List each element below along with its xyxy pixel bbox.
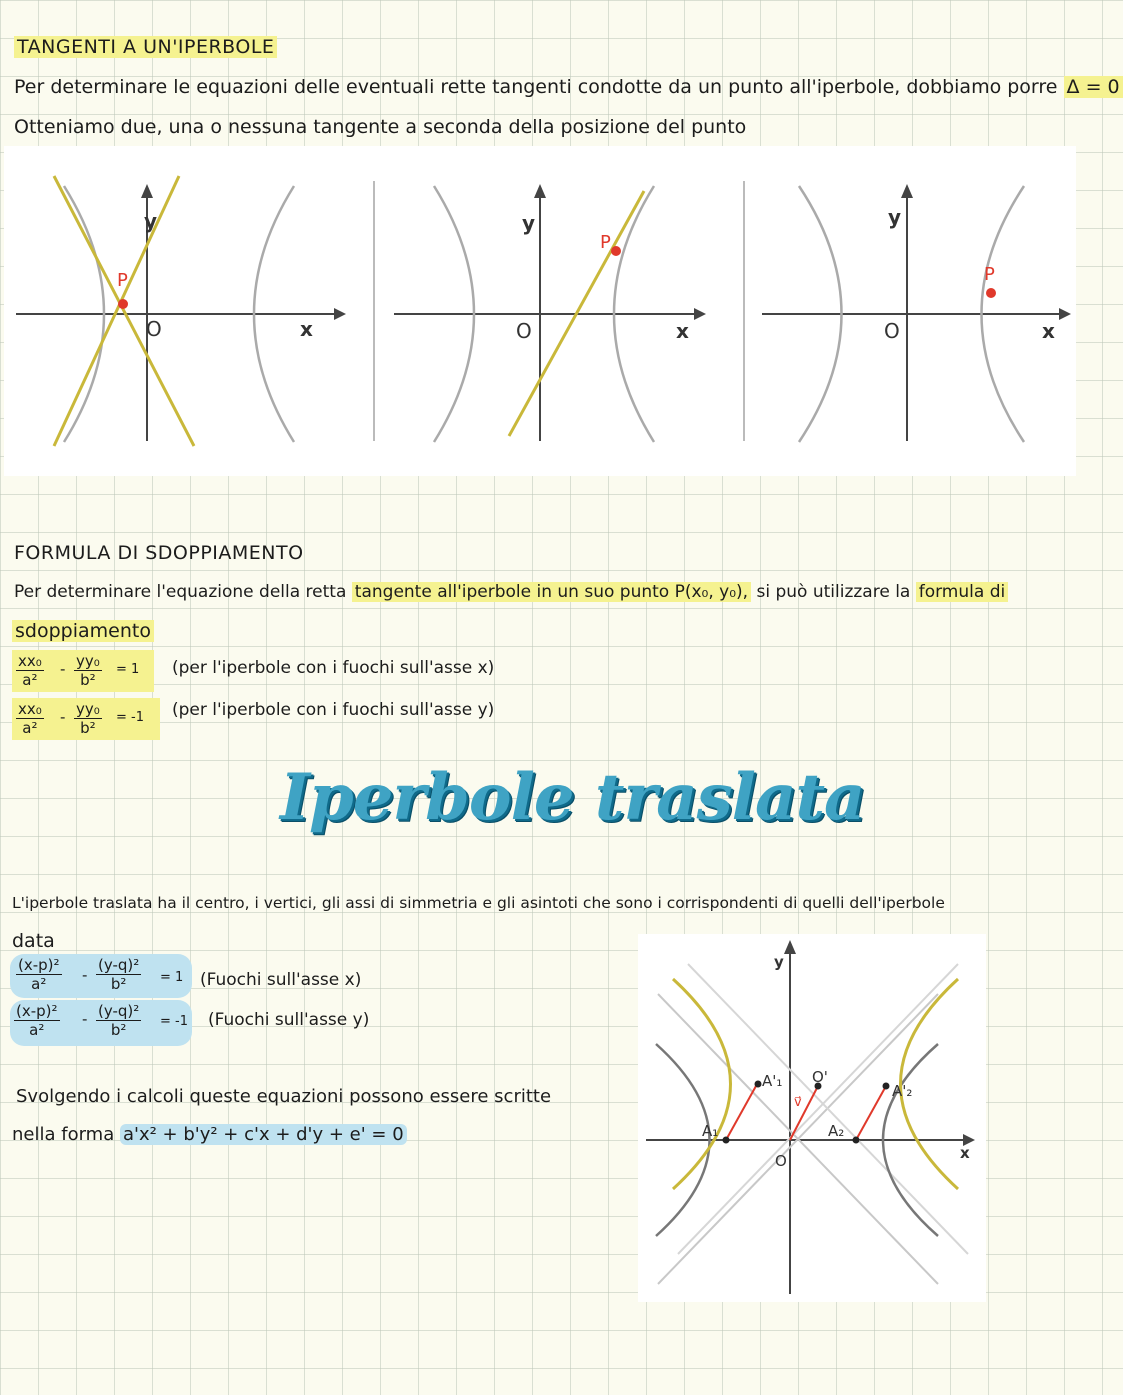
numerator: (y-q)²	[98, 1002, 140, 1020]
formula-note: (Fuochi sull'asse y)	[208, 1010, 370, 1030]
translated-intro-line-2: data	[12, 930, 55, 952]
y-label: y	[888, 205, 902, 229]
translated-intro-line: L'iperbole traslata ha il centro, i vertici, gli assi di simmetria e gli asintoti che sono i corrispondenti di quelli dell'iperbole	[12, 894, 945, 912]
point-p-label: P	[117, 270, 128, 291]
origin-label: O	[516, 319, 532, 343]
tangent-count-line: Otteniamo due, una o nessuna tangente a seconda della posizione del punto	[14, 116, 747, 138]
y-label: y	[774, 953, 784, 971]
minus-sign: -	[60, 708, 66, 726]
intro-text-2: si può utilizzare la	[751, 582, 916, 602]
vertex-a1-prime	[755, 1081, 762, 1088]
point-p-label: P	[600, 232, 611, 253]
general-form-line-2	[12, 1124, 407, 1145]
x-axis-arrow	[334, 308, 346, 320]
rhs: = -1	[160, 1014, 188, 1029]
y-axis-arrow	[901, 184, 913, 198]
vertex-a2	[853, 1137, 860, 1144]
origin-label: O	[884, 319, 900, 343]
translated-asymptote	[678, 964, 958, 1254]
tangent-figure	[4, 146, 1076, 476]
point-p	[611, 246, 621, 256]
point-p-label: P	[984, 264, 995, 285]
translation-vector	[856, 1086, 886, 1140]
origin-label: O	[775, 1152, 787, 1170]
rhs: = 1	[160, 970, 184, 985]
x-label: x	[1042, 319, 1055, 343]
tangent-intro-text: Per determinare le equazioni delle eventuali rette tangenti condotte da un punto all'iperbole, dobbiamo porre	[14, 76, 1064, 98]
formula-note: (Fuochi sull'asse x)	[200, 970, 362, 990]
denominator: b²	[110, 975, 127, 993]
tangent-line	[54, 176, 194, 446]
sdoppiamento-word-line	[12, 620, 154, 642]
delta-condition: Δ = 0	[1064, 76, 1123, 98]
denominator: b²	[80, 671, 96, 689]
y-axis-arrow	[784, 940, 796, 954]
formula-highlight: formula di	[916, 582, 1008, 602]
vertex-a2-prime	[883, 1083, 890, 1090]
numerator: xx₀	[18, 652, 42, 670]
fraction	[16, 652, 44, 689]
fraction	[14, 1002, 60, 1039]
minus-sign: -	[82, 1010, 88, 1028]
tangent-line	[54, 176, 179, 446]
x-label: x	[960, 1144, 970, 1162]
translated-hyperbola-title: Iperbole traslata	[280, 760, 865, 835]
denominator: a²	[22, 671, 38, 689]
section-title-sdoppiamento: FORMULA DI SDOPPIAMENTO	[14, 542, 304, 564]
y-label: y	[144, 209, 158, 233]
x-axis-arrow	[1059, 308, 1071, 320]
section-title-tangents	[14, 36, 277, 58]
y-label: y	[522, 211, 536, 235]
formula-note: (per l'iperbole con i fuochi sull'asse y)	[172, 700, 495, 720]
a1-prime-label: A'₁	[762, 1072, 783, 1090]
general-form-line-1: Svolgendo i calcoli queste equazioni possono essere scritte	[16, 1086, 552, 1107]
translated-hyperbola-branch	[673, 979, 731, 1189]
y-axis-arrow	[141, 184, 153, 198]
numerator: (x-p)²	[16, 1002, 58, 1020]
general-form-equation: a'x² + b'y² + c'x + d'y + e' = 0	[120, 1124, 407, 1145]
fraction	[96, 1002, 141, 1039]
center-label: O'	[812, 1068, 828, 1086]
numerator: yy₀	[76, 700, 100, 718]
fraction	[16, 956, 62, 993]
tangent-intro-line	[14, 76, 1123, 98]
translated-figure-svg	[638, 934, 986, 1302]
x-label: x	[300, 317, 313, 341]
translated-hyperbola-figure	[638, 934, 986, 1302]
numerator: (y-q)²	[98, 956, 140, 974]
section-title-text: TANGENTI A UN'IPERBOLE	[14, 36, 277, 58]
a2-prime-label: A'₂	[892, 1082, 913, 1100]
y-axis-arrow	[534, 184, 546, 198]
minus-sign: -	[60, 660, 66, 678]
minus-sign: -	[82, 966, 88, 984]
numerator: xx₀	[18, 700, 42, 718]
general-form-prefix: nella forma	[12, 1124, 120, 1145]
fraction	[16, 700, 44, 737]
tangent-figure-svg	[4, 146, 1076, 476]
x-label: x	[676, 319, 689, 343]
denominator: b²	[80, 719, 96, 737]
denominator: b²	[110, 1021, 127, 1039]
panel-no-tangent	[762, 184, 1071, 442]
rhs: = 1	[116, 662, 140, 677]
fraction	[74, 652, 102, 689]
denominator: a²	[22, 719, 38, 737]
numerator: yy₀	[76, 652, 100, 670]
sdoppiamento-highlight: sdoppiamento	[12, 620, 154, 642]
panel-two-tangents	[16, 176, 346, 446]
vertex-a1	[723, 1137, 730, 1144]
a2-label: A₂	[828, 1122, 845, 1140]
fraction	[96, 956, 141, 993]
a1-label: A₁	[702, 1122, 719, 1140]
numerator: (x-p)²	[18, 956, 60, 974]
denominator: a²	[29, 1021, 45, 1039]
sdoppiamento-intro-line	[14, 582, 1008, 602]
vector-label: v⃗	[794, 1095, 802, 1110]
rhs: = -1	[116, 710, 144, 725]
intro-text: Per determinare l'equazione della retta	[14, 582, 352, 602]
fraction	[74, 700, 102, 737]
point-p	[118, 299, 128, 309]
x-axis-arrow	[694, 308, 706, 320]
tangent-highlight: tangente all'iperbole in un suo punto P(x₀, y₀),	[352, 582, 751, 602]
panel-one-tangent	[394, 184, 706, 442]
origin-label: O	[146, 317, 162, 341]
denominator: a²	[31, 975, 47, 993]
formula-note: (per l'iperbole con i fuochi sull'asse x)	[172, 658, 495, 678]
point-p	[986, 288, 996, 298]
